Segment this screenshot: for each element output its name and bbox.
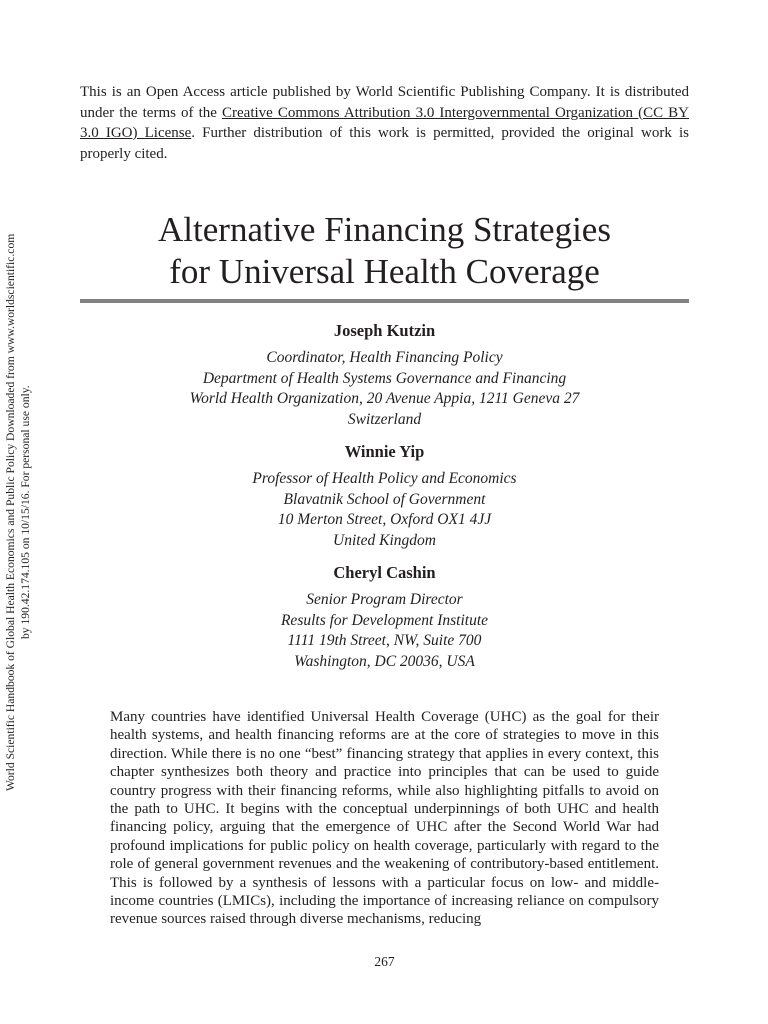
license-link[interactable]: Creative Commons Attribution 3.0 Intergovernmental Organization (CC BY 3.0 IGO) License [80,104,690,141]
affiliation-line: 1111 19th Street, NW, Suite 700 [287,632,482,649]
author-affiliation [80,348,689,430]
open-access-notice [80,82,689,164]
author-block [80,320,689,430]
author-affiliation [80,469,689,551]
affiliation-line: Coordinator, Health Financing Policy [266,349,503,366]
abstract-text: Many countries have identified Universal Health Coverage (UHC) as the goal for their health systems, and health financing reforms are at the core of strategies to move in this direction. While there is no one “best” financing strategy that applies in every context, this chapter synthesizes both theory and practice into principles that can be used to guide country progress with their financing reforms, while also highlighting pitfalls to avoid on the path to UHC. It begins with the conceptual underpinnings of both UHC and health financing policy, arguing that the emergence of UHC after the Second World War had profound implications for public policy on health coverage, particularly with regard to the role of general government revenues and the weakening of contributory-based entitlement. This is followed by a synthesis of lessons with a particular focus on low- and middle-income countries (LMICs), including the importance of increasing reliance on compulsory revenue sources raised through diverse mechanisms, reducing [110,709,659,928]
affiliation-line: 10 Merton Street, Oxford OX1 4JJ [277,511,492,528]
chapter-title-line-1: Alternative Financing Strategies [158,210,611,249]
notice-text-after: . Further distribution of this work is permitted, provided the original work is properly cited. [80,125,689,162]
download-watermark [0,0,40,1024]
author-name: Joseph Kutzin [333,321,436,340]
author-block [80,441,689,551]
affiliation-line: Department of Health Systems Governance and Financing [202,369,567,387]
author-name: Cheryl Cashin [333,563,436,582]
chapter-title [80,209,689,293]
watermark-line-1: World Scientific Handbook of Global Health Economics and Public Policy Downloaded from www.worldscientific.com [4,233,17,791]
affiliation-line: World Health Organization, 20 Avenue Appia, 1211 Geneva 27 [189,390,580,407]
affiliation-line: Results for Development Institute [280,611,489,629]
affiliation-line: Washington, DC 20036, USA [294,652,475,670]
watermark-line-2: by 190.42.174.105 on 10/15/16. For personal use only. [19,385,32,639]
affiliation-line: Blavatnik School of Government [283,490,486,508]
chapter-title-line-2: for Universal Health Coverage [169,252,600,291]
author-block [80,562,689,672]
affiliation-line: Professor of Health Policy and Economics [252,470,517,487]
title-divider [80,299,689,303]
page-number: 267 [374,954,395,969]
author-affiliation [80,590,689,672]
affiliation-line: United Kingdom [333,531,436,549]
affiliation-line: Switzerland [347,410,422,428]
author-name: Winnie Yip [344,442,425,461]
affiliation-line: Senior Program Director [306,591,463,608]
notice-text-before: This is an Open Access article published by World Scientific Publishing Company. It is distributed under the terms of the [80,84,689,121]
